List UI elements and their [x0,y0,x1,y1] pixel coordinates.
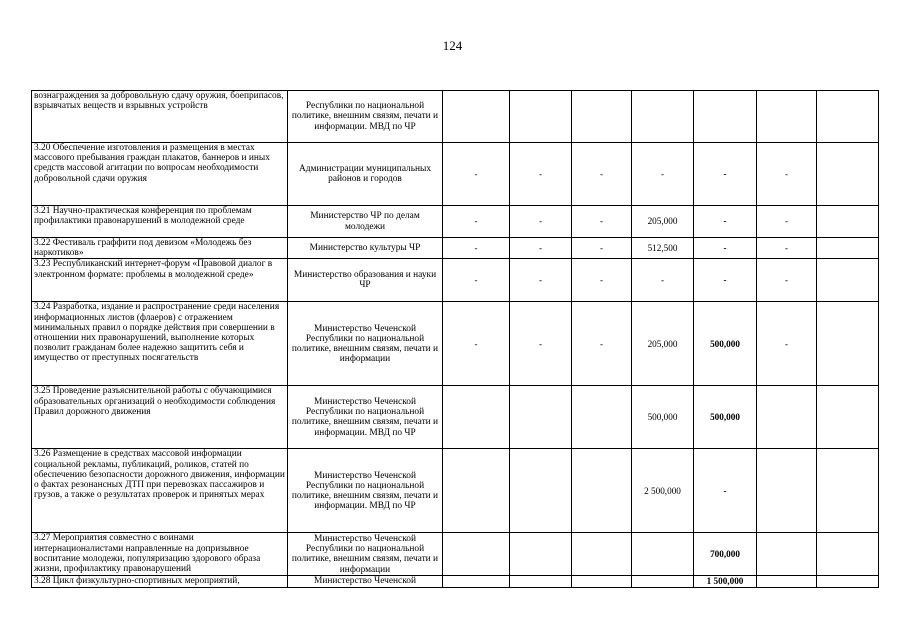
funding-cell: - [632,259,694,302]
responsible-executor: Министерство Чеченской Республики по национальной политике, внешним связям, печати и информации [288,302,443,386]
funding-cell: - [632,143,694,206]
funding-cell: - [510,143,572,206]
responsible-executor: Министерство Чеченской [288,576,443,587]
funding-cell: 500,000 [632,386,694,449]
funding-cell: - [510,238,572,259]
funding-cell: - [694,259,757,302]
funding-cell [817,386,879,449]
table-row [32,143,879,206]
funding-cell: - [510,302,572,386]
funding-cell [443,449,510,533]
measure-description: 3.27 Мероприятия совместно с воинами интернационалистами направленные на допризывное воспитание молодежи, популяризацию здорового образа жизни, профилактику правонарушений [32,533,288,576]
table-row [32,533,879,576]
funding-cell [572,576,632,587]
table-row [32,238,879,259]
funding-cell: 1 500,000 [694,576,757,587]
funding-cell [694,91,757,143]
funding-cell: - [757,259,817,302]
funding-cell [757,576,817,587]
funding-cell [757,449,817,533]
measure-description: 3.23 Республиканский интернет-форум «Правовой диалог в электронном формате: проблемы в молодежной среде» [32,259,288,302]
responsible-executor: Администрации муниципальных районов и городов [288,143,443,206]
funding-cell [817,206,879,238]
responsible-executor: Министерство ЧР по делам молодежи [288,206,443,238]
table-row [32,91,879,143]
measure-description: 3.26 Размещение в средствах массовой информации социальной рекламы, публикаций, роликов, статей по обеспечению безопасности дорожного движения, информации о фактах резонансных ДТП при перевозках пассажиров и грузов, а также о результатах проверок и принятых мерах [32,449,288,533]
table-row [32,576,879,587]
page-number: 124 [442,38,463,53]
measure-description: 3.21 Научно-практическая конференция по проблемам профилактики правонарушений в молодежной среде [32,206,288,238]
funding-cell [632,533,694,576]
funding-cell: - [572,143,632,206]
funding-cell [510,576,572,587]
responsible-executor: Министерство образования и науки ЧР [288,259,443,302]
funding-cell [572,449,632,533]
table-row [32,449,879,533]
measure-description: 3.28 Цикл физкультурно-спортивных мероприятий, [32,576,288,587]
funding-cell: - [510,259,572,302]
funding-cell [817,533,879,576]
funding-cell: - [572,259,632,302]
funding-cell [817,238,879,259]
funding-cell: 512,500 [632,238,694,259]
funding-cell: 500,000 [694,386,757,449]
funding-cell: - [694,449,757,533]
table-row [32,302,879,386]
funding-cell [817,576,879,587]
funding-cell [510,386,572,449]
funding-cell [572,386,632,449]
measure-description: 3.22 Фестиваль граффити под девизом «Молодежь без наркотиков» [32,238,288,259]
funding-cell [510,91,572,143]
funding-cell [632,576,694,587]
funding-cell: - [443,302,510,386]
funding-cell: - [443,238,510,259]
funding-cell: - [443,206,510,238]
funding-cell [817,143,879,206]
measure-description: вознаграждения за добровольную сдачу оружия, боеприпасов, взрывчатых веществ и взрывных устройств [32,91,288,143]
measure-description: 3.20 Обеспечение изготовления и размещения в местах массового пребывания граждан плакатов, баннеров и иных средств массовой агитации по вопросам необходимости добровольной сдачи оружия [32,143,288,206]
funding-cell [572,91,632,143]
funding-cell: - [757,143,817,206]
funding-cell: - [443,143,510,206]
funding-cell [443,576,510,587]
funding-cell [443,386,510,449]
funding-cell [443,533,510,576]
funding-cell [510,533,572,576]
funding-cell: - [572,238,632,259]
funding-cell [817,259,879,302]
funding-cell: - [572,206,632,238]
funding-cell: 2 500,000 [632,449,694,533]
funding-cell [757,386,817,449]
funding-cell: - [510,206,572,238]
funding-cell [817,302,879,386]
table-row [32,206,879,238]
funding-cell: - [694,238,757,259]
funding-cell: - [757,302,817,386]
funding-cell [757,533,817,576]
responsible-executor: Республики по национальной политике, внешним связям, печати и информации. МВД по ЧР [288,91,443,143]
funding-cell: - [572,302,632,386]
funding-cell [632,91,694,143]
funding-cell [572,533,632,576]
funding-cell: 205,000 [632,302,694,386]
responsible-executor: Министерство культуры ЧР [288,238,443,259]
table-row [32,386,879,449]
funding-cell: 205,000 [632,206,694,238]
funding-cell: 500,000 [694,302,757,386]
responsible-executor: Министерство Чеченской Республики по национальной политике, внешним связям, печати и информации. МВД по ЧР [288,449,443,533]
funding-cell [510,449,572,533]
funding-cell [817,449,879,533]
table-row [32,259,879,302]
funding-cell [443,91,510,143]
funding-cell: - [443,259,510,302]
funding-cell: - [694,143,757,206]
funding-cell: - [694,206,757,238]
funding-cell [757,91,817,143]
program-table [31,90,879,588]
funding-cell [817,91,879,143]
measure-description: 3.25 Проведение разъяснительной работы с обучающимися образовательных организаций о необходимости соблюдения Правил дорожного движения [32,386,288,449]
funding-cell: - [757,238,817,259]
responsible-executor: Министерство Чеченской Республики по национальной политике, внешним связям, печати и информации [288,533,443,576]
responsible-executor: Министерство Чеченской Республики по национальной политике, внешним связям, печати и информации. МВД по ЧР [288,386,443,449]
measure-description: 3.24 Разработка, издание и распространение среди населения информационных листов (флаеров) с отражением минимальных правил о порядке действия при совершении в отношении них правонарушений, выполнение которых позволит гражданам более надежно защитить себя и имущество от преступных посягательств [32,302,288,386]
funding-cell: - [757,206,817,238]
funding-cell: 700,000 [694,533,757,576]
